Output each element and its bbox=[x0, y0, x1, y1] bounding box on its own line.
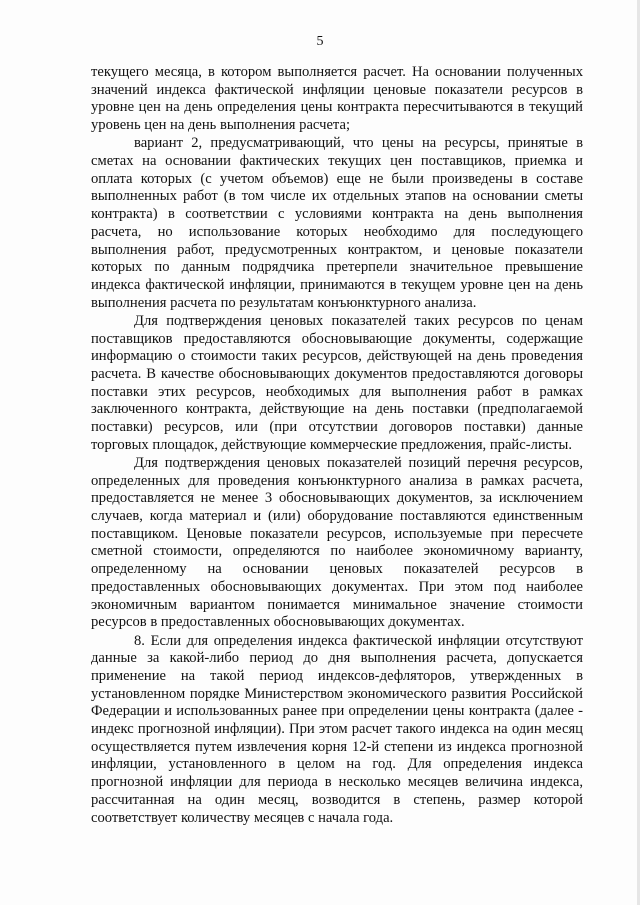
paragraph-market-analysis: Для подтверждения ценовых показателей позиций перечня ресурсов, определенных для проведения конъюнктурного анализа в рамках расчета, предоставляется не менее 3 обосновывающих документов, за исключением случаев, когда материал и (или) оборудование поставляются единственным поставщиком. Ценовые показатели ресурсов, используемые при пересчете сметной стоимости, определяются по наиболее экономичному варианту, определенному на основании ценовых показателей ресурсов в предоставленных обосновывающих документах. При этом под наиболее экономичным вариантом понимается минимальное значение стоимости ресурсов в предоставленных обосновывающих документах. bbox=[91, 454, 583, 631]
paragraph-continuation: текущего месяца, в котором выполняется расчет. На основании полученных значений индекса фактической инфляции ценовые показатели ресурсов в уровне цен на день определения цены контракта пересчитываются в текущий уровень цен на день выполнения расчета; bbox=[91, 64, 583, 134]
paragraph-variant-2: вариант 2, предусматривающий, что цены на ресурсы, принятые в сметах на основании фактических текущих цен поставщиков, приемка и оплата которых (с учетом объемов) еще не были произведены в составе выполненных работ (в том числе их отдельных этапов на основании сметы контракта) в соответствии с условиями контракта на день выполнения расчета, но использование которых необходимо для последующего выполнения работ, предусмотренных контрактом, и ценовые показатели которых по данным подрядчика претерпели значительное превышение индекса фактической инфляции, принимаются в текущем уровне цен на день выполнения расчета по результатам конъюнктурного анализа. bbox=[91, 135, 583, 311]
page-number: 5 bbox=[316, 34, 324, 49]
document-body bbox=[91, 64, 583, 827]
paragraph-supplier-documents: Для подтверждения ценовых показателей таких ресурсов по ценам поставщиков предоставляются обосновывающие документы, содержащие информацию о стоимости таких ресурсов, действующей на день проведения расчета. В качестве обосновывающих документов предоставляются договоры поставки этих ресурсов, необходимых для выполнения работ в рамках заключенного контракта, действующие на день поставки (предполагаемой поставки) ресурсов, или (при отсутствии договоров поставки) данные торговых площадок, действующие коммерческие предложения, прайс-листы. bbox=[91, 312, 583, 453]
paragraph-item-8: 8. Если для определения индекса фактической инфляции отсутствуют данные за какой-либо период до дня выполнения расчета, допускается применение на такой период индексов-дефляторов, утвержденных в установленном порядке Министерством экономического развития Российской Федерации и использованных ранее при определении цены контракта (далее - индекс прогнозной инфляции). При этом расчет такого индекса на один месяц осуществляется путем извлечения корня 12-й степени из индекса прогнозной инфляции, установленного в целом на год. Для определения индекса прогнозной инфляции для периода в несколько месяцев величина индекса, рассчитанная на один месяц, возводится в степень, размер которой соответствует количеству месяцев с начала года. bbox=[91, 632, 583, 826]
